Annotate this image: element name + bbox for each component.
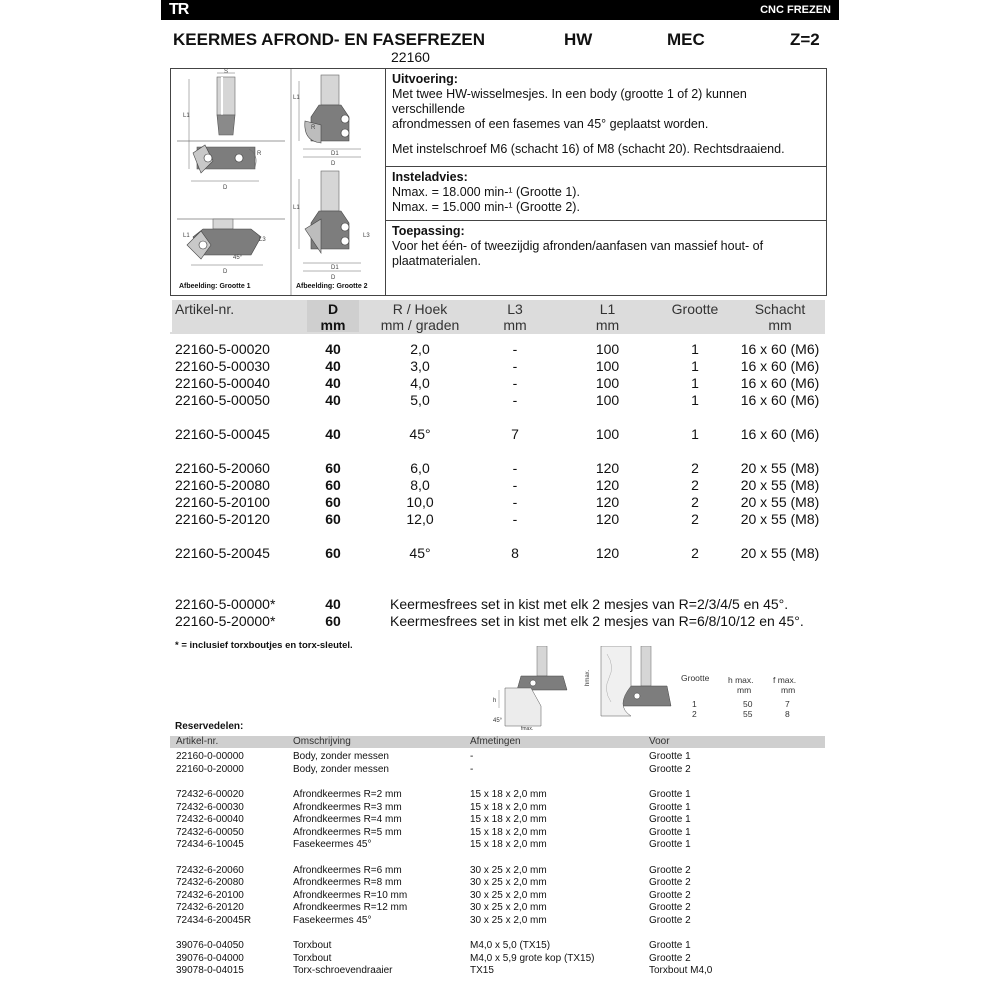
- cell-s: 16 x 60 (M6): [740, 341, 820, 357]
- reserve-row: [170, 764, 825, 777]
- section-toepassing: [386, 221, 826, 295]
- set-row: [170, 613, 825, 630]
- insteladvies-line2: Nmax. = 15.000 min-¹ (Grootte 2).: [392, 200, 580, 214]
- reserve-cell-afm: 30 x 25 x 2,0 mm: [470, 890, 547, 901]
- label-l3-b: L3: [363, 233, 370, 239]
- reserve-cell-afm: -: [470, 751, 474, 762]
- cell-d: 60: [325, 477, 341, 493]
- col-l3: L3 mm: [503, 301, 527, 333]
- uitvoering-line3: Met instelschroef M6 (schacht 16) of M8 (schacht 20). Rechtsdraaiend.: [392, 142, 785, 156]
- cell-s: 16 x 60 (M6): [740, 426, 820, 442]
- label-r-b: R: [311, 125, 316, 131]
- diag-h: h: [493, 698, 497, 704]
- label-d-b: D: [223, 269, 228, 275]
- set-cell-d: 40: [325, 596, 341, 612]
- toepassing-line2: plaatmaterialen.: [392, 254, 481, 268]
- cell-l1: 120: [595, 545, 620, 561]
- res-col-afm: Afmetingen: [470, 736, 521, 747]
- cell-nr: 22160-5-00040: [175, 375, 270, 391]
- label-s: S: [224, 69, 229, 75]
- reserve-row: [170, 915, 825, 928]
- table-row: [170, 358, 825, 375]
- table-row: [170, 392, 825, 409]
- reserve-cell-afm: M4,0 x 5,9 grote kop (TX15): [470, 953, 595, 964]
- section-uitvoering: [386, 69, 826, 167]
- cell-r: 10,0: [406, 494, 434, 510]
- reserve-cell-afm: 30 x 25 x 2,0 mm: [470, 877, 547, 888]
- cell-l3: -: [512, 392, 518, 408]
- reserve-row: [170, 902, 825, 915]
- cell-g: 2: [691, 545, 699, 561]
- reserve-cell-afm: TX15: [470, 965, 494, 976]
- reserve-cell-voor: Grootte 1: [649, 827, 691, 838]
- gt-r2-h: 55: [743, 709, 753, 719]
- caption-size2: Afbeelding: Grootte 2: [296, 283, 368, 290]
- cell-r: 8,0: [410, 477, 430, 493]
- reserve-row: [170, 789, 825, 802]
- reserve-cell-oms: Fasekeermes 45°: [293, 839, 372, 850]
- cell-g: 1: [691, 358, 699, 374]
- reserve-cell-voor: Grootte 2: [649, 953, 691, 964]
- set-cell-nr: 22160-5-00000*: [175, 596, 276, 612]
- reserve-cell-afm: 15 x 18 x 2,0 mm: [470, 814, 547, 825]
- reserve-cell-voor: Grootte 1: [649, 802, 691, 813]
- reserve-cell-nr: 39078-0-04015: [176, 965, 244, 976]
- tool-drawings: [171, 69, 385, 295]
- gt-r1-f: 7: [785, 699, 790, 709]
- reserve-cell-nr: 72432-6-20120: [176, 902, 244, 913]
- reserve-row: [170, 751, 825, 764]
- label-d1: D1: [331, 151, 339, 157]
- footnote: * = inclusief torxboutjes en torx-sleutel.: [175, 640, 353, 651]
- cell-l1: 120: [595, 460, 620, 476]
- cell-l1: 100: [595, 358, 620, 374]
- gt-h-hmax: h max.: [728, 675, 754, 685]
- uitvoering-line1: Met twee HW-wisselmesjes. In een body (grootte 1 of 2) kunnen verschillende: [392, 87, 747, 116]
- label-d: D: [223, 185, 228, 191]
- reserve-row: [170, 940, 825, 953]
- label-l1-d: L1: [293, 205, 300, 211]
- cell-g: 1: [691, 341, 699, 357]
- cell-l3: -: [512, 477, 518, 493]
- grootte-table: [681, 673, 811, 723]
- gt-r1-g: 1: [692, 699, 697, 709]
- label-d1-b: D1: [331, 265, 339, 271]
- cell-d: 40: [325, 358, 341, 374]
- diag-hmax: hmax.: [585, 669, 591, 686]
- description-panel: [386, 69, 826, 295]
- reserve-cell-oms: Afrondkeermes R=6 mm: [293, 865, 402, 876]
- type-label: MEC: [667, 30, 705, 49]
- cell-r: 4,0: [410, 375, 430, 391]
- cell-l3: -: [512, 375, 518, 391]
- toepassing-line1: Voor het één- of tweezijdig afronden/aanfasen van massief hout- of: [392, 239, 764, 253]
- cell-r: 45°: [409, 426, 431, 442]
- reserve-cell-oms: Afrondkeermes R=5 mm: [293, 827, 402, 838]
- col-schacht: Schacht mm: [754, 301, 806, 333]
- reserve-cell-oms: Body, zonder messen: [293, 764, 389, 775]
- table-row: [170, 477, 825, 494]
- cell-r: 12,0: [406, 511, 434, 527]
- label-angle: 45°: [233, 255, 243, 261]
- reserve-cell-voor: Grootte 2: [649, 890, 691, 901]
- reserve-row: [170, 814, 825, 827]
- reserve-cell-voor: Grootte 1: [649, 751, 691, 762]
- reserve-cell-afm: 30 x 25 x 2,0 mm: [470, 902, 547, 913]
- cell-r: 45°: [409, 545, 431, 561]
- reserve-cell-afm: -: [470, 764, 474, 775]
- cell-g: 2: [691, 494, 699, 510]
- reserve-cell-afm: 15 x 18 x 2,0 mm: [470, 789, 547, 800]
- cell-l1: 100: [595, 375, 620, 391]
- cell-l1: 120: [595, 511, 620, 527]
- reserve-cell-voor: Grootte 1: [649, 940, 691, 951]
- table-row: [170, 460, 825, 477]
- cell-l1: 120: [595, 477, 620, 493]
- cell-l3: 8: [511, 545, 519, 561]
- table-row: [170, 545, 825, 562]
- cell-nr: 22160-5-20120: [175, 511, 270, 527]
- label-l1-c: L1: [293, 95, 300, 101]
- label-d2: D: [331, 161, 336, 167]
- cell-l3: -: [512, 358, 518, 374]
- reserve-title: Reservedelen:: [175, 721, 244, 732]
- article-table-header: [170, 300, 825, 334]
- cell-d: 40: [325, 426, 341, 442]
- cell-d: 40: [325, 392, 341, 408]
- category-label: CNC FREZEN: [760, 4, 831, 16]
- cell-s: 20 x 55 (M8): [740, 477, 820, 493]
- product-code: 22160: [391, 49, 430, 65]
- reserve-cell-voor: Grootte 1: [649, 839, 691, 850]
- cell-g: 2: [691, 477, 699, 493]
- info-frame: [170, 68, 827, 296]
- reserve-cell-voor: Grootte 2: [649, 915, 691, 926]
- teeth-label: Z=2: [790, 30, 820, 49]
- set-cell-nr: 22160-5-20000*: [175, 613, 276, 629]
- reserve-cell-nr: 72432-6-20100: [176, 890, 244, 901]
- reserve-cell-nr: 72432-6-00020: [176, 789, 244, 800]
- reserve-cell-nr: 72434-6-20045R: [176, 915, 252, 926]
- col-d: D mm: [320, 301, 346, 333]
- reserve-cell-oms: Afrondkeermes R=2 mm: [293, 789, 402, 800]
- set-row: [170, 596, 825, 613]
- cell-s: 20 x 55 (M8): [740, 460, 820, 476]
- reserve-cell-nr: 39076-0-04000: [176, 953, 244, 964]
- table-row: [170, 511, 825, 528]
- gt-h-fmax-unit: mm: [781, 685, 796, 695]
- cell-d: 60: [325, 545, 341, 561]
- uitvoering-line2: afrondmessen of een fasemes van 45° geplaatst worden.: [392, 117, 709, 131]
- reserve-cell-afm: 30 x 25 x 2,0 mm: [470, 915, 547, 926]
- cell-nr: 22160-5-00030: [175, 358, 270, 374]
- caption-size1: Afbeelding: Grootte 1: [179, 283, 251, 290]
- cell-l1: 120: [595, 494, 620, 510]
- reserve-cell-nr: 72432-6-20060: [176, 865, 244, 876]
- cell-g: 2: [691, 460, 699, 476]
- label-l1: L1: [183, 113, 190, 119]
- label-l1-b: L1: [183, 233, 190, 239]
- cell-l1: 100: [595, 426, 620, 442]
- reserve-cell-nr: 72432-6-00050: [176, 827, 244, 838]
- cell-l3: -: [512, 460, 518, 476]
- reserve-cell-oms: Torxbout: [293, 940, 332, 951]
- cell-g: 1: [691, 426, 699, 442]
- res-col-nr: Artikel-nr.: [176, 736, 219, 747]
- reserve-cell-afm: M4,0 x 5,0 (TX15): [470, 940, 551, 951]
- reserve-row: [170, 877, 825, 890]
- brand-logo: TR: [169, 1, 189, 18]
- reserve-cell-oms: Afrondkeermes R=12 mm: [293, 902, 408, 913]
- diag-fmax: fmax.: [521, 726, 534, 732]
- reserve-row: [170, 839, 825, 852]
- label-d3: D: [331, 275, 336, 281]
- set-cell-desc: Keermesfrees set in kist met elk 2 mesjes van R=6/8/10/12 en 45°.: [390, 613, 804, 629]
- res-col-voor: Voor: [649, 736, 670, 747]
- reserve-table-header: [170, 736, 825, 748]
- reserve-cell-oms: Afrondkeermes R=3 mm: [293, 802, 402, 813]
- cell-nr: 22160-5-00020: [175, 341, 270, 357]
- reserve-cell-afm: 15 x 18 x 2,0 mm: [470, 827, 547, 838]
- gt-h-fmax: f max.: [773, 675, 797, 685]
- product-title: KEERMES AFROND- EN FASEFREZEN: [173, 30, 486, 49]
- gt-r1-h: 50: [743, 699, 753, 709]
- reserve-cell-afm: 15 x 18 x 2,0 mm: [470, 839, 547, 850]
- reserve-cell-oms: Afrondkeermes R=10 mm: [293, 890, 408, 901]
- header-bar: [161, 0, 839, 20]
- catalog-page: [161, 0, 839, 1000]
- drawings-panel: [171, 69, 386, 295]
- reserve-cell-afm: 15 x 18 x 2,0 mm: [470, 802, 547, 813]
- cell-s: 16 x 60 (M6): [740, 375, 820, 391]
- cell-nr: 22160-5-00045: [175, 426, 270, 442]
- cell-r: 2,0: [410, 341, 430, 357]
- set-cell-d: 60: [325, 613, 341, 629]
- section-insteladvies: [386, 167, 826, 221]
- cell-d: 60: [325, 460, 341, 476]
- col-l1: L1 mm: [595, 301, 620, 333]
- material-label: HW: [564, 30, 593, 49]
- diag-angle: 45°: [493, 718, 503, 724]
- reserve-cell-voor: Grootte 2: [649, 764, 691, 775]
- cell-l3: 7: [511, 426, 519, 442]
- cell-d: 40: [325, 375, 341, 391]
- cell-d: 60: [325, 511, 341, 527]
- cell-nr: 22160-5-20060: [175, 460, 270, 476]
- cell-s: 16 x 60 (M6): [740, 358, 820, 374]
- cell-s: 20 x 55 (M8): [740, 545, 820, 561]
- cell-r: 6,0: [410, 460, 430, 476]
- table-row: [170, 494, 825, 511]
- reserve-cell-nr: 22160-0-00000: [176, 751, 244, 762]
- cell-nr: 22160-5-20100: [175, 494, 270, 510]
- set-cell-desc: Keermesfrees set in kist met elk 2 mesjes van R=2/3/4/5 en 45°.: [390, 596, 789, 612]
- cell-d: 40: [325, 341, 341, 357]
- reserve-cell-nr: 72434-6-10045: [176, 839, 244, 850]
- cell-s: 20 x 55 (M8): [740, 511, 820, 527]
- table-row: [170, 341, 825, 358]
- cell-g: 2: [691, 511, 699, 527]
- cell-g: 1: [691, 375, 699, 391]
- gt-h-hmax-unit: mm: [737, 685, 752, 695]
- table-row: [170, 375, 825, 392]
- reserve-cell-voor: Grootte 2: [649, 865, 691, 876]
- reserve-cell-oms: Body, zonder messen: [293, 751, 389, 762]
- cell-s: 16 x 60 (M6): [740, 392, 820, 408]
- label-l3: L3: [259, 237, 266, 243]
- col-artikel: Artikel-nr.: [175, 301, 235, 317]
- cell-nr: 22160-5-00050: [175, 392, 270, 408]
- cell-l1: 100: [595, 341, 620, 357]
- reserve-cell-afm: 30 x 25 x 2,0 mm: [470, 865, 547, 876]
- cell-r: 5,0: [410, 392, 430, 408]
- reserve-cell-voor: Grootte 1: [649, 814, 691, 825]
- reserve-cell-nr: 39076-0-04050: [176, 940, 244, 951]
- reserve-cell-oms: Torx-schroevendraaier: [293, 965, 393, 976]
- reserve-cell-voor: Torxbout M4,0: [649, 965, 713, 976]
- reserve-cell-oms: Afrondkeermes R=4 mm: [293, 814, 402, 825]
- reserve-cell-oms: Fasekeermes 45°: [293, 915, 372, 926]
- cell-d: 60: [325, 494, 341, 510]
- label-r: R: [257, 151, 262, 157]
- res-col-oms: Omschrijving: [293, 736, 351, 747]
- table-row: [170, 426, 825, 443]
- cell-r: 3,0: [410, 358, 430, 374]
- reserve-cell-nr: 72432-6-00030: [176, 802, 244, 813]
- reserve-cell-nr: 22160-0-20000: [176, 764, 244, 775]
- cell-l1: 100: [595, 392, 620, 408]
- insteladvies-heading: Insteladvies:: [392, 170, 468, 184]
- gt-r2-f: 8: [785, 709, 790, 719]
- reserve-cell-nr: 72432-6-00040: [176, 814, 244, 825]
- insteladvies-line1: Nmax. = 18.000 min-¹ (Grootte 1).: [392, 185, 580, 199]
- cell-g: 1: [691, 392, 699, 408]
- col-r: R / Hoek mm / graden: [380, 301, 460, 333]
- reserve-cell-oms: Torxbout: [293, 953, 332, 964]
- reserve-cell-voor: Grootte 1: [649, 789, 691, 800]
- toepassing-heading: Toepassing:: [392, 224, 465, 238]
- reserve-cell-voor: Grootte 2: [649, 877, 691, 888]
- cell-l3: -: [512, 341, 518, 357]
- cell-l3: -: [512, 511, 518, 527]
- uitvoering-heading: Uitvoering:: [392, 72, 458, 86]
- gt-h-grootte: Grootte: [681, 673, 710, 683]
- reserve-cell-oms: Afrondkeermes R=8 mm: [293, 877, 402, 888]
- cell-nr: 22160-5-20045: [175, 545, 270, 561]
- cell-s: 20 x 55 (M8): [740, 494, 820, 510]
- reserve-cell-nr: 72432-6-20080: [176, 877, 244, 888]
- cell-nr: 22160-5-20080: [175, 477, 270, 493]
- reserve-cell-voor: Grootte 2: [649, 902, 691, 913]
- cell-l3: -: [512, 494, 518, 510]
- reserve-row: [170, 965, 825, 978]
- gt-r2-g: 2: [692, 709, 697, 719]
- col-grootte: Grootte: [671, 301, 719, 317]
